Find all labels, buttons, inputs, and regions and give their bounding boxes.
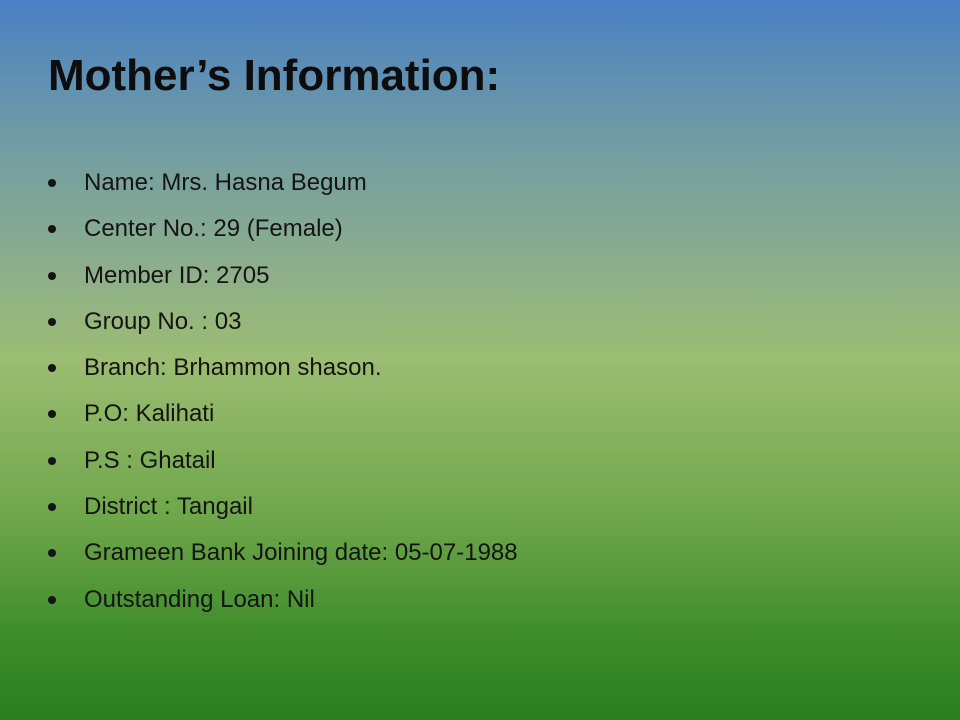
bullet-icon	[48, 225, 56, 233]
bullet-icon	[48, 596, 56, 604]
bullet-icon	[48, 318, 56, 326]
info-item-post-office	[48, 396, 518, 442]
info-item-police-station	[48, 443, 518, 489]
info-list	[48, 165, 518, 628]
info-item-group	[48, 304, 518, 350]
info-item-text: Center No.: 29 (Female)	[84, 215, 343, 243]
info-item-text: Member ID: 2705	[84, 261, 270, 289]
bullet-icon	[48, 457, 56, 465]
bullet-icon	[48, 364, 56, 372]
info-item-name	[48, 165, 518, 211]
info-item-member-id	[48, 258, 518, 304]
info-item-text: P.S : Ghatail	[84, 446, 216, 474]
bullet-icon	[48, 410, 56, 418]
info-item-center	[48, 211, 518, 257]
info-item-district	[48, 489, 518, 535]
slide-title: Mother’s Information:	[48, 51, 501, 100]
info-item-text: District : Tangail	[84, 493, 253, 521]
info-item-text: Group No. : 03	[84, 307, 242, 335]
info-item-joining-date	[48, 535, 518, 581]
bullet-icon	[48, 272, 56, 280]
bullet-icon	[48, 503, 56, 511]
info-item-text: Name: Mrs. Hasna Begum	[84, 169, 367, 196]
info-item-branch	[48, 350, 518, 396]
bullet-icon	[48, 549, 56, 557]
info-item-text: P.O: Kalihati	[84, 400, 215, 428]
bullet-icon	[48, 179, 56, 187]
info-item-text: Branch: Brhammon shason.	[84, 354, 382, 382]
info-item-text: Grameen Bank Joining date: 05-07-1988	[84, 539, 518, 567]
info-item-text: Outstanding Loan: Nil	[84, 585, 315, 613]
info-item-outstanding-loan	[48, 582, 518, 628]
